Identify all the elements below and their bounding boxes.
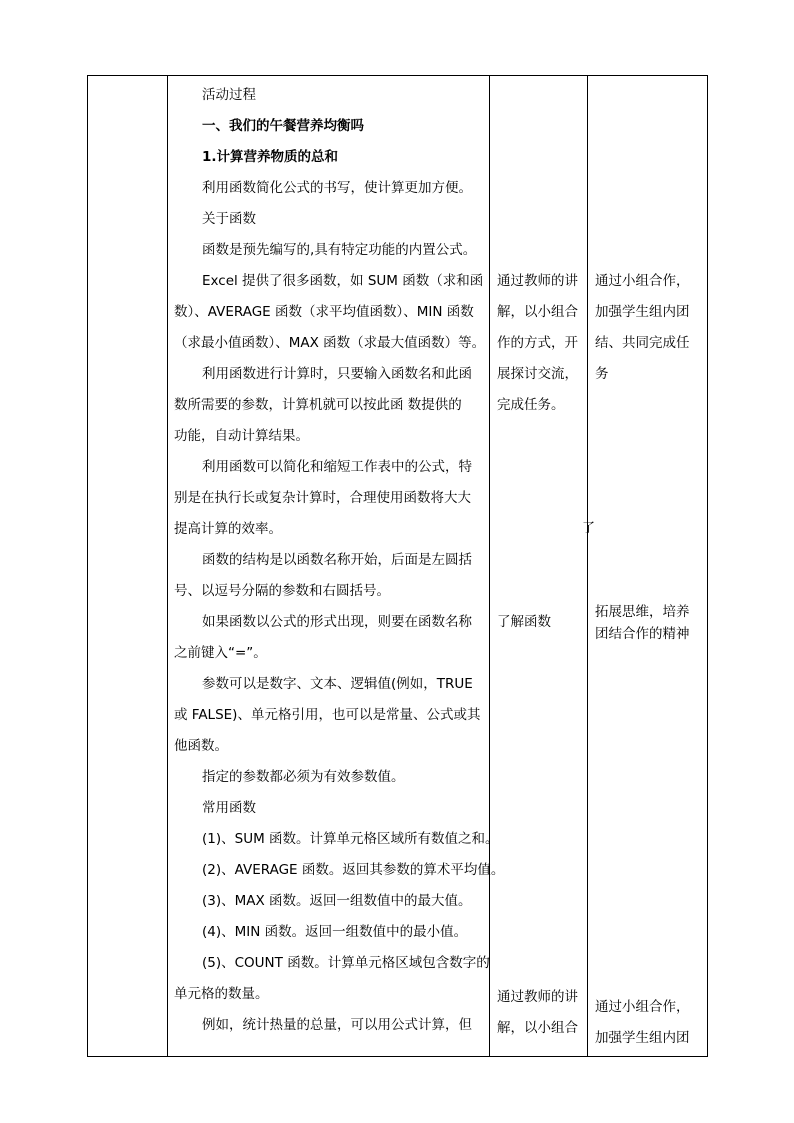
- paragraph-line: 数）、AVERAGE 函数（求平均值函数）、MIN 函数: [174, 304, 474, 320]
- paragraph-line: (1)、SUM 函数。计算单元格区域所有数值之和。: [202, 831, 499, 847]
- paragraph-line: 别是在执行长或复杂计算时，合理使用函数将大大: [174, 490, 471, 506]
- paragraph-line: 参数可以是数字、文本、逻辑值(例如，TRUE: [202, 676, 473, 692]
- design-intent-cell: [588, 76, 708, 1057]
- paragraph-line: 利用函数简化公式的书写，使计算更加方便。: [202, 180, 472, 196]
- paragraph-line: 或 FALSE)、单元格引用，也可以是常量、公式或其: [174, 707, 481, 723]
- note-line: 通过小组合作，: [595, 273, 690, 289]
- teacher-note-1: [497, 266, 578, 421]
- paragraph-line: 常用函数: [202, 800, 256, 816]
- paragraph-line: 一、我们的午餐营养均衡吗: [202, 118, 364, 134]
- note-line: 通过教师的讲: [497, 273, 578, 289]
- paragraph-line: 号、以逗号分隔的参数和右圆括号。: [174, 583, 390, 599]
- table-row: [88, 76, 708, 1057]
- note-line: 团结合作的精神: [595, 626, 690, 642]
- paragraph-line: (2)、AVERAGE 函数。返回其参数的算术平均值。: [202, 862, 505, 878]
- design-note-1: [595, 266, 690, 390]
- note-line: 解，以小组合: [497, 1020, 578, 1036]
- note-line: 加强学生组内团: [595, 304, 690, 320]
- note-line: 作的方式，开: [497, 335, 578, 351]
- paragraph-line: 如果函数以公式的形式出现，则要在函数名称: [202, 614, 472, 630]
- paragraph-line: 例如，统计热量的总量，可以用公式计算，但: [202, 1017, 472, 1033]
- note-line: 了解函数: [497, 614, 551, 630]
- teacher-note-2: [497, 607, 551, 638]
- note-line: 展探讨交流，: [497, 366, 578, 382]
- teacher-activity-cell: [490, 76, 596, 1057]
- paragraph-line: （求最小值函数）、MAX 函数（求最大值函数）等。: [174, 335, 486, 351]
- note-line: 完成任务。: [497, 397, 565, 413]
- note-line: 通过教师的讲: [497, 989, 578, 1005]
- note-line: 结、共同完成任: [595, 335, 690, 351]
- design-note-3: [595, 992, 690, 1054]
- note-line: 务: [595, 366, 609, 382]
- paragraph-line: 提高计算的效率。: [174, 521, 282, 537]
- activity-content: [168, 76, 505, 1041]
- note-line: 拓展思维，培养: [595, 604, 690, 620]
- paragraph-line: 单元格的数量。: [174, 986, 269, 1002]
- paragraph-line: 1.计算营养物质的总和: [202, 149, 339, 165]
- paragraph-line: 利用函数进行计算时，只要输入函数名和此函: [202, 366, 472, 382]
- paragraph-line: 数所需要的参数，计算机就可以按此函 数提供的: [174, 397, 462, 413]
- paragraph-line: 函数是预先编写的,具有特定功能的内置公式。: [202, 242, 477, 258]
- paragraph-line: 函数的结构是以函数名称开始，后面是左圆括: [202, 552, 472, 568]
- activity-process-cell: [168, 76, 505, 1057]
- design-note-2: [595, 601, 690, 645]
- lesson-plan-table: [87, 75, 708, 1057]
- paragraph-line: 关于函数: [202, 211, 256, 227]
- paragraph-line: Excel 提供了很多函数，如 SUM 函数（求和函: [202, 273, 484, 289]
- note-line: 通过小组合作，: [595, 999, 690, 1015]
- paragraph-line: 指定的参数都必须为有效参数值。: [202, 769, 405, 785]
- paragraph-line: 之前键入“=”。: [174, 645, 267, 661]
- paragraph-line: 活动过程: [202, 87, 256, 103]
- teacher-note-3: [497, 982, 578, 1044]
- paragraph-line: (5)、COUNT 函数。计算单元格区域包含数字的: [202, 955, 490, 971]
- note-line: 解，以小组合: [497, 304, 578, 320]
- paragraph-line: 他函数。: [174, 738, 228, 754]
- note-line: 加强学生组内团: [595, 1030, 690, 1046]
- paragraph-line: 利用函数可以简化和缩短工作表中的公式，特: [202, 459, 472, 475]
- paragraph-line: (4)、MIN 函数。返回一组数值中的最小值。: [202, 924, 468, 940]
- blank-left-cell: [88, 76, 168, 1057]
- stray-character: 了: [582, 521, 596, 536]
- paragraph-line: 功能，自动计算结果。: [174, 428, 309, 444]
- paragraph-line: (3)、MAX 函数。返回一组数值中的最大值。: [202, 893, 472, 909]
